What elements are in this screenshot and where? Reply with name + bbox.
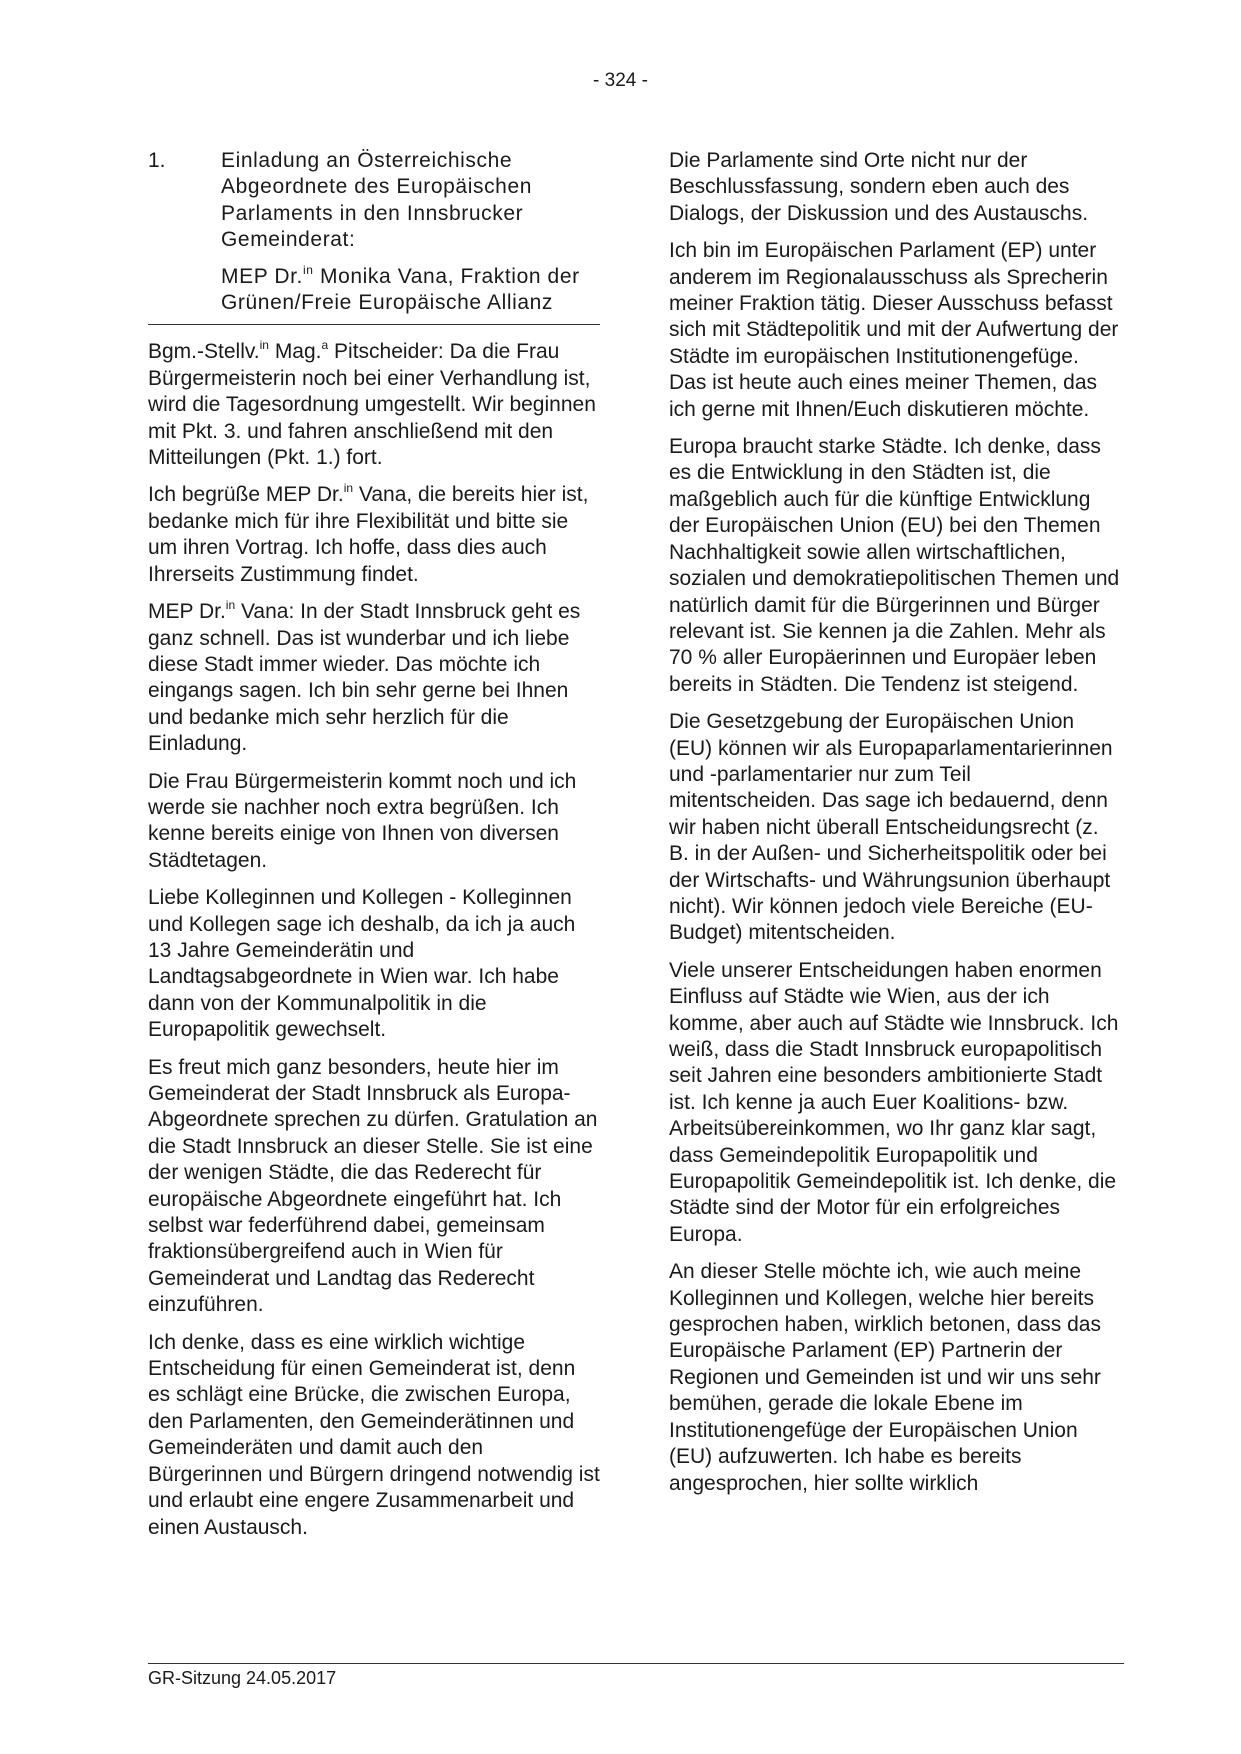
right-column [669, 148, 1121, 1508]
paragraph: Europa braucht starke Städte. Ich denke, dass es die Entwicklung in den Städten ist, die maßgeblich auch für die künftige Entwicklung der Europäischen Union (EU) bei den Themen Nachhaltigkeit sowie allen wirtschaftlichen, sozialen und demokratiepolitischen Themen und natürlich damit für die Bürgerinnen und Bürger relevant ist. Sie kennen ja die Zahlen. Mehr als 70 % aller Europäerinnen und Europäer leben bereits in Städten. Die Tendenz ist steigend. [669, 435, 1120, 696]
paragraph: Die Frau Bürgermeisterin kommt noch und ich werde sie nachher noch extra begrüßen. Ich kenne bereits einige von Ihnen von diversen Städtetagen. [148, 769, 577, 872]
agenda-number: 1. [148, 149, 166, 172]
paragraph: Liebe Kolleginnen und Kollegen - Kolleginnen und Kollegen sage ich deshalb, da ich ja auch 13 Jahre Gemeinderätin und Landtagsabgeordnete in Wien war. Ich habe dann von der Kommunalpolitik in die Europapolitik gewechselt. [148, 886, 576, 1042]
agenda-speaker: MEP Dr.$^{in}$ Monika Vana, Fraktion der Grünen/Freie Europäische Allianz [221, 262, 580, 315]
paragraph: Ich begrüße MEP Dr.$^{in}$ Vana, die bereits hier ist, bedanke mich für ihre Flexibilität und bitte sie um ihren Vortrag. Ich hoffe, dass dies auch Ihrerseits Zustimmung findet. [148, 481, 589, 586]
agenda-divider [148, 324, 600, 325]
page-number: - 324 - [593, 70, 648, 91]
paragraph: An dieser Stelle möchte ich, wie auch meine Kolleginnen und Kollegen, welche hier bereits gesprochen haben, wirklich betonen, dass das Europäische Parlament (EP) Partnerin der Regionen und Gemeinden ist und wir uns sehr bemühen, gerade die lokale Ebene im Institutionengefüge der Europäischen Union (EU) aufzuwerten. Ich habe es bereits angesprochen, hier sollte wirklich [669, 1260, 1101, 1495]
footer-divider [148, 1663, 1124, 1664]
paragraph: Viele unserer Entscheidungen haben enormen Einfluss auf Städte wie Wien, aus der ich komme, aber auch auf Städte wie Innsbruck. Ich weiß, dass die Stadt Innsbruck europapolitisch seit Jahren eine besonders ambitionierte Stadt ist. Ich kenne ja auch Euer Koalitions- bzw. Arbeitsübereinkommen, wo Ihr ganz klar sagt, dass Gemeindepolitik Europapolitik und Europapolitik Gemeindepolitik ist. Ich denke, die Städte sind der Motor für ein erfolgreiches Europa. [669, 958, 1119, 1246]
paragraph: Die Gesetzgebung der Europäischen Union (EU) können wir als Europaparlamentarierinnen und -parlamentarier nur zum Teil mitentscheiden. Das sage ich bedauernd, denn wir haben nicht überall Entscheidungsrecht (z. B. in der Außen- und Sicherheitspolitik oder bei der Wirtschafts- und Währungsunion überhaupt nicht). Wir können jedoch viele Bereiche (EU-Budget) mitentscheiden. [669, 710, 1113, 945]
agenda-item [148, 148, 600, 316]
left-column [148, 148, 600, 1552]
agenda-title: Einladung an Österreichische Abgeordnete des Europäischen Parlaments in den Innsbrucker Gemeinderat: [221, 149, 533, 252]
paragraph: Ich bin im Europäischen Parlament (EP) unter anderem im Regionalausschuss als Sprecherin meiner Fraktion tätig. Dieser Ausschuss befasst sich mit Städtepolitik und mit der Aufwertung der Städte im europäischen Institutionengefüge. Das ist heute auch eines meiner Themen, das ich gerne mit Ihnen/Euch diskutieren möchte. [669, 239, 1119, 421]
paragraph: Die Parlamente sind Orte nicht nur der Beschlussfassung, sondern eben auch des Dialogs, der Diskussion und des Austauschs. [669, 149, 1089, 225]
paragraph: Bgm.-Stellv.$^{in}$ Mag.$^a$ Pitscheider: Da die Frau Bürgermeisterin noch bei einer Verhandlung ist, wird die Tagesordnung umgestellt. Wir beginnen mit Pkt. 3. und fahren anschließend mit den Mitteilungen (Pkt. 1.) fort. [148, 338, 596, 470]
footer-session-date: GR-Sitzung 24.05.2017 [148, 1668, 337, 1688]
paragraph: MEP Dr.$^{in}$ Vana: In der Stadt Innsbruck geht es ganz schnell. Das ist wunderbar und ich liebe diese Stadt immer wieder. Das möchte ich eingangs sagen. Ich bin sehr gerne bei Ihnen und bedanke mich sehr herzlich für die Einladung. [148, 598, 581, 756]
paragraph: Es freut mich ganz besonders, heute hier im Gemeinderat der Stadt Innsbruck als Europa-Abgeordnete sprechen zu dürfen. Gratulation an die Stadt Innsbruck an dieser Stelle. Sie ist eine der wenigen Städte, die das Rederecht für europäische Abgeordnete eingeführt hat. Ich selbst war federführend dabei, gemeinsam fraktionsübergreifend auch in Wien für Gemeinderat und Landtag das Rederecht einzuführen. [148, 1055, 598, 1317]
paragraph: Ich denke, dass es eine wirklich wichtige Entscheidung für einen Gemeinderat ist, denn es schlägt eine Brücke, die zwischen Europa, den Parlamenten, den Gemeinderätinnen und Gemeinderäten und damit auch den Bürgerinnen und Bürgern dringend notwendig ist und erlaubt eine engere Zusammenarbeit und einen Austausch. [148, 1330, 600, 1539]
